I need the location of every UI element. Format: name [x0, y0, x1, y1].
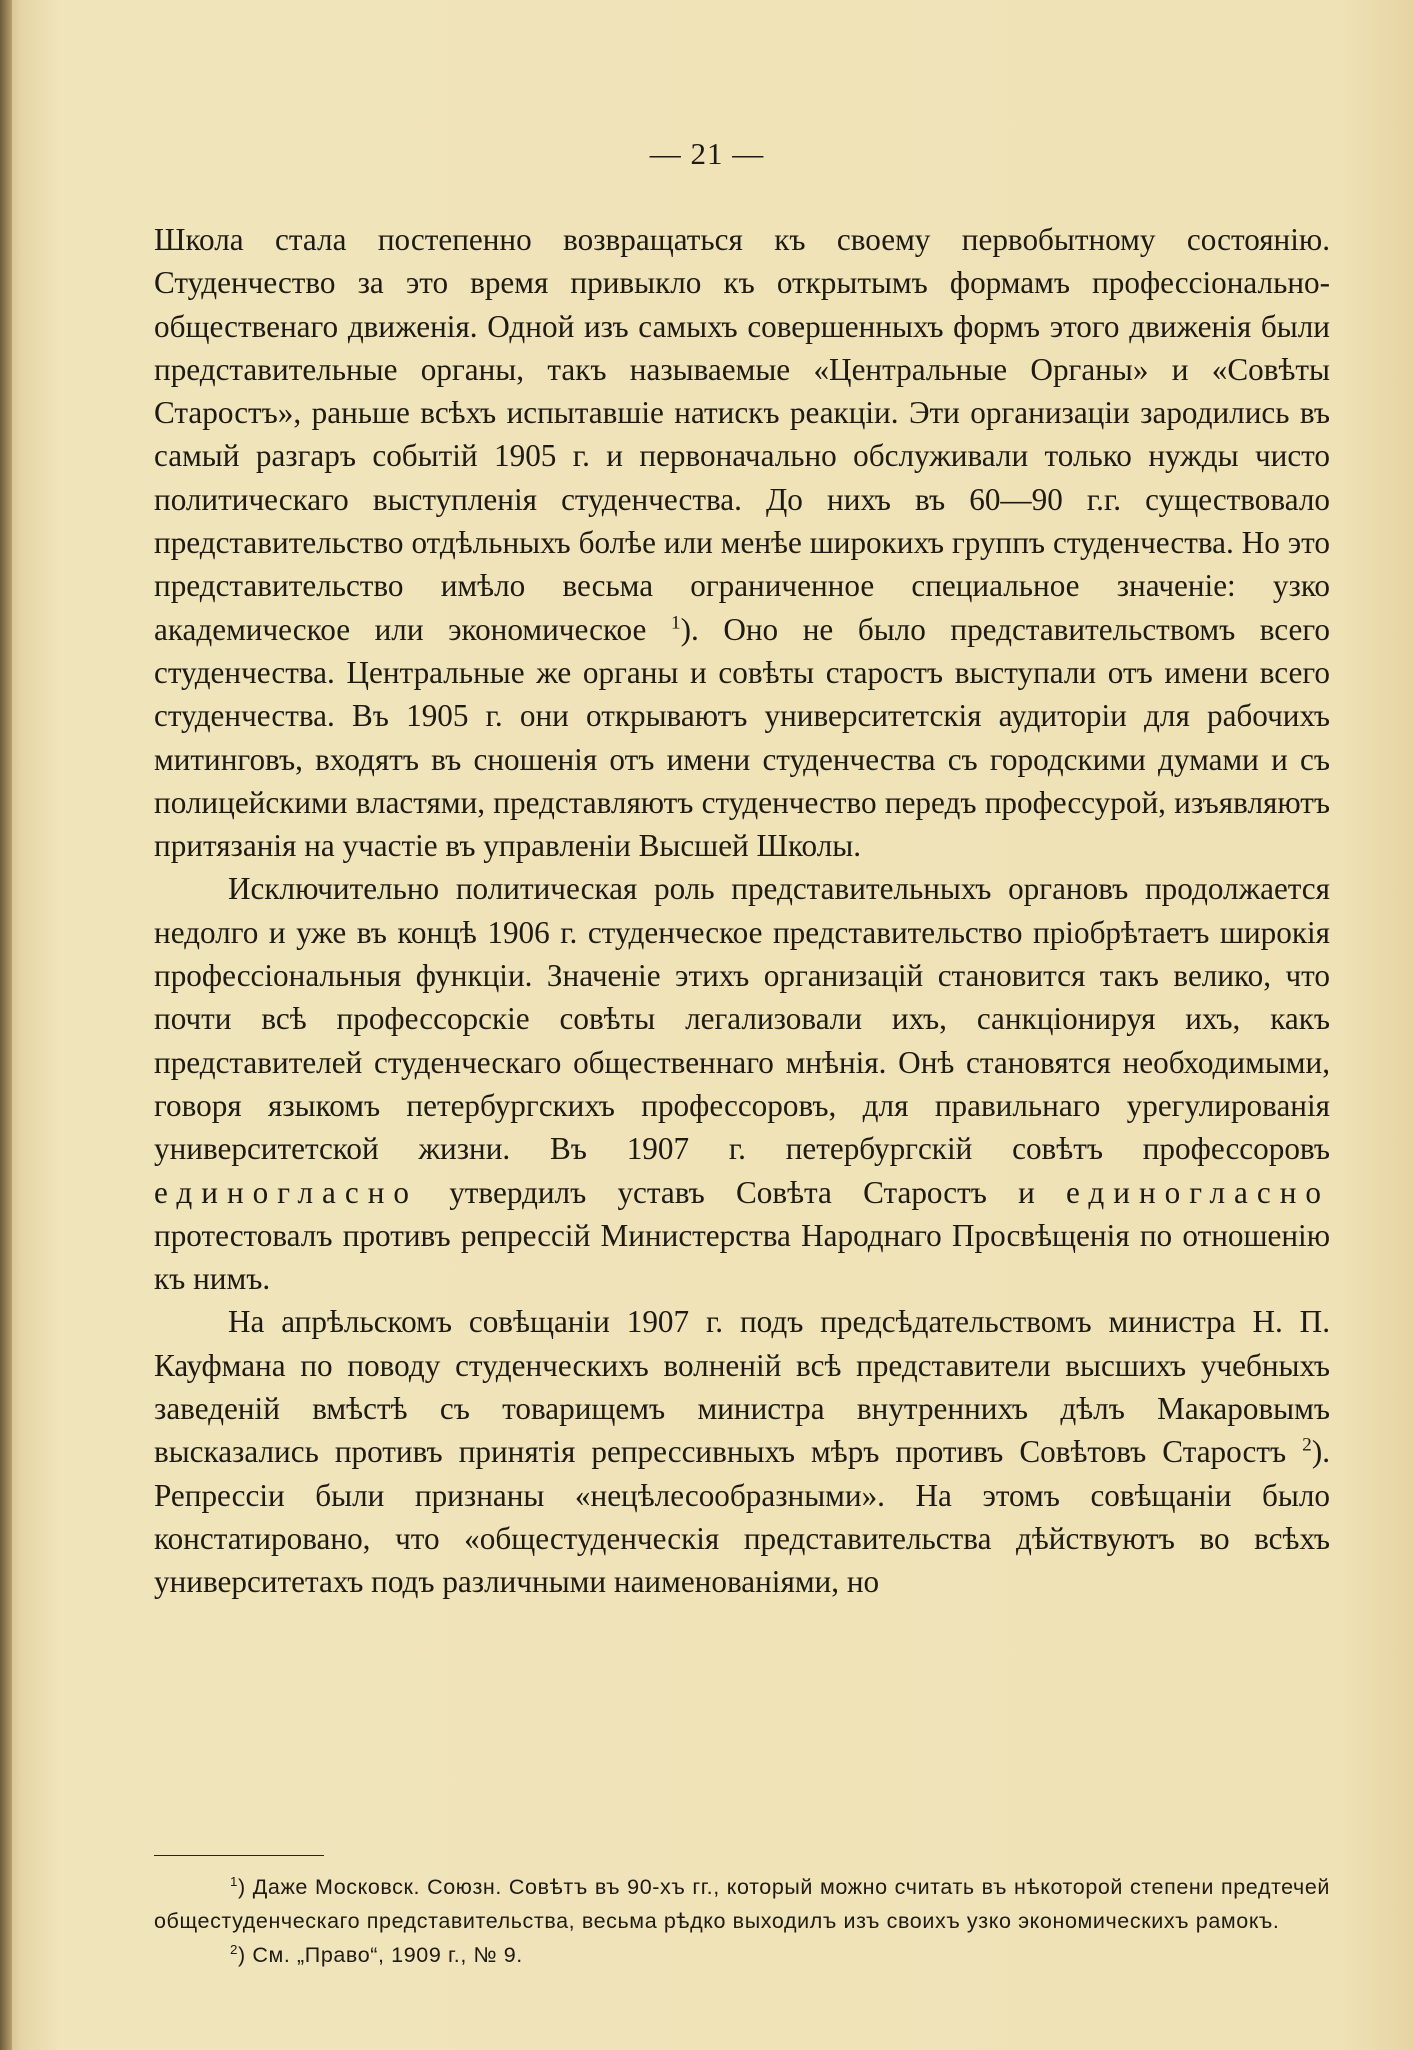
- footnote-1: [154, 1870, 1330, 1938]
- spaced-word-2: единогласно: [1065, 1174, 1330, 1210]
- paragraph-2-tail: протестовалъ противъ репрессій Министерства Народнаго Просвѣщенія по отношенію къ нимъ.: [154, 1217, 1330, 1297]
- paragraph-2: [154, 867, 1330, 1300]
- footnote-1-text: ) Даже Московск. Союзн. Совѣтъ въ 90-хъ гг., который можно считать въ нѣкоторой степени предтечей общестуденческаго представительства, весьма рѣдко выходилъ изъ своихъ узко экономическихъ рамокъ.: [154, 1875, 1330, 1933]
- paragraph-3-text: На апрѣльскомъ совѣщаніи 1907 г. подъ предсѣдательствомъ министра Н. П. Кауфмана по поводу студенческихъ волненій всѣ представители высшихъ учебныхъ заведеній вмѣстѣ съ товарищемъ министра внутреннихъ дѣлъ Макаровымъ высказались противъ принятія репрессивныхъ мѣръ противъ Совѣтовъ Старостъ: [154, 1304, 1330, 1470]
- paragraph-1: [154, 218, 1330, 867]
- footnote-ref-1: 1: [670, 612, 681, 634]
- footnote-2-text: ) См. „Право“, 1909 г., № 9.: [238, 1943, 523, 1967]
- paragraph-1-tail: ). Оно не было представительствомъ всего студенчества. Центральные же органы и совѣты старостъ выступали отъ имени всего студенчества. Въ 1905 г. они открываютъ университетскія аудиторіи для рабочихъ митинговъ, входятъ въ сношенія отъ имени студенчества съ городскими думами и съ полицейскими властями, представляютъ студенчество передъ профессурой, изъявляютъ притязанія на участіе въ управленіи Высшей Школы.: [154, 611, 1330, 864]
- footnote-mark-1: 1: [230, 1874, 239, 1890]
- paragraph-1-text: Школа стала постепенно возвращаться къ своему первобытному состоянію. Студенчество за это время привыкло къ открытымъ формамъ профессіонально-общественаго движенія. Одной изъ самыхъ совершенныхъ формъ этого движенія были представительные органы, такъ называемые «Центральные Органы» и «Совѣты Старостъ», раньше всѣхъ испытавшіе натискъ реакціи. Эти организаціи зародились въ самый разгаръ событій 1905 г. и первоначально обслуживали только нужды чисто политическаго выступленія студенчества. До нихъ въ 60—90 г.г. существовало представительство отдѣльныхъ болѣе или менѣе широкихъ группъ студенчества. Но это представительство имѣло весьма ограниченное специальное значеніе: узко академическое или экономическое: [154, 222, 1330, 647]
- paragraph-2-mid: утвердилъ уставъ Совѣта Старостъ и: [418, 1174, 1066, 1210]
- footnote-2: [154, 1938, 1330, 1972]
- footnote-divider: [154, 1855, 324, 1856]
- paragraph-2-text: Исключительно политическая роль представительныхъ органовъ продолжается недолго и уже въ концѣ 1906 г. студенческое представительство пріобрѣтаетъ широкія профессіональныя функціи. Значеніе этихъ организацій становится такъ велико, что почти всѣ профессорскіе совѣты легализовали ихъ, санкціонируя ихъ, какъ представителей студенческаго общественнаго мнѣнія. Онѣ становятся необходимыми, говоря языкомъ петербургскихъ профессоровъ, для правильнаго урегулированія университетской жизни. Въ 1907 г. петербургскій совѣтъ профессоровъ: [154, 871, 1330, 1167]
- paragraph-3-tail: ). Репрессіи были признаны «нецѣлесообразными». На этомъ совѣщаніи было констатировано, что «общестуденческія представительства дѣйствуютъ во всѣхъ университетахъ подъ различными наименованіями, но: [154, 1434, 1330, 1600]
- footnote-mark-2: 2: [230, 1942, 239, 1958]
- main-text: [154, 218, 1330, 1604]
- spaced-word-1: единогласно: [154, 1174, 419, 1210]
- page-binding-edge: [0, 0, 12, 2050]
- footnotes: [154, 1870, 1330, 1972]
- footnote-ref-2: 2: [1302, 1434, 1312, 1456]
- paragraph-3: [154, 1300, 1330, 1603]
- page-number: — 21 —: [649, 136, 765, 171]
